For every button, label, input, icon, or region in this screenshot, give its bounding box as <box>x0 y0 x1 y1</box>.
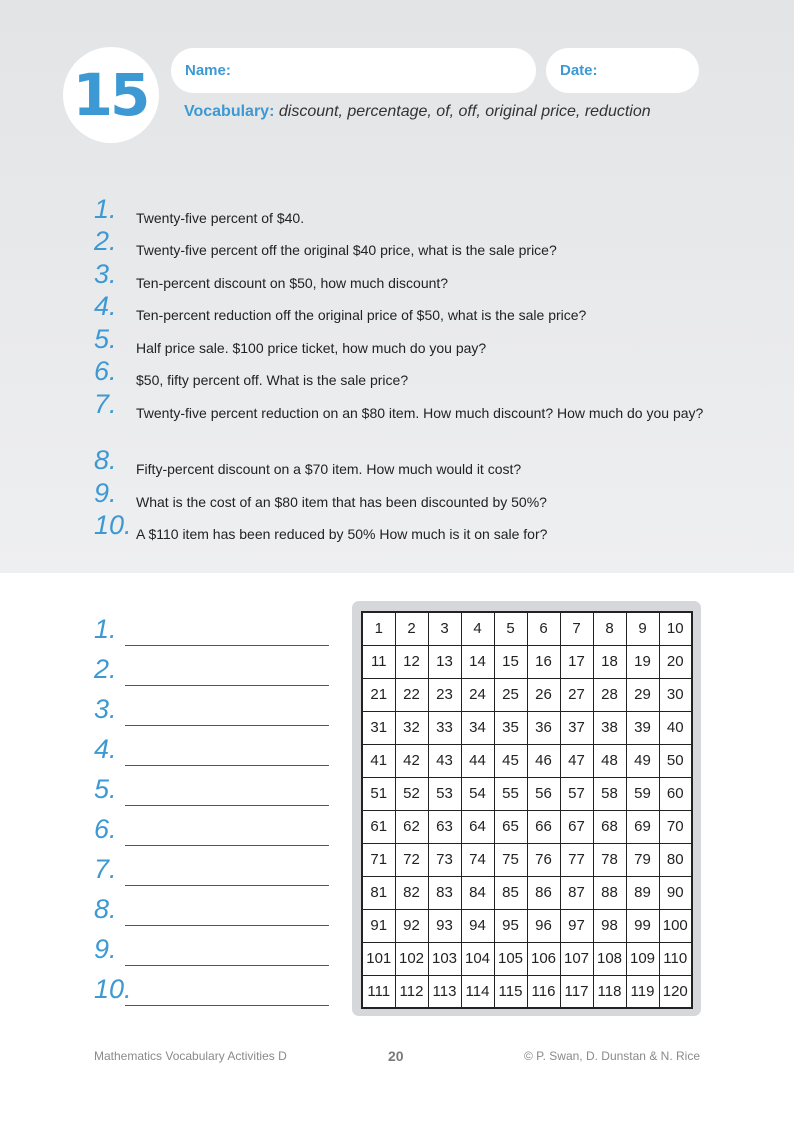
grid-cell: 47 <box>560 744 593 777</box>
question-number: 10. <box>94 510 132 540</box>
grid-cell: 22 <box>395 678 428 711</box>
grid-cell: 65 <box>494 810 527 843</box>
grid-cell: 59 <box>626 777 659 810</box>
grid-cell: 112 <box>395 975 428 1008</box>
grid-cell: 114 <box>461 975 494 1008</box>
grid-cell: 13 <box>428 645 461 678</box>
grid-cell: 50 <box>659 744 692 777</box>
question-text: Ten-percent discount on $50, how much discount? <box>136 275 449 291</box>
grid-cell: 102 <box>395 942 428 975</box>
answer-line[interactable] <box>125 685 329 686</box>
grid-cell: 26 <box>527 678 560 711</box>
answer-row <box>94 694 334 734</box>
grid-cell: 24 <box>461 678 494 711</box>
answer-line[interactable] <box>125 805 329 806</box>
grid-cell: 88 <box>593 876 626 909</box>
question-text: What is the cost of an $80 item that has been discounted by 50%? <box>136 494 547 510</box>
grid-row <box>362 645 692 678</box>
grid-cell: 49 <box>626 744 659 777</box>
grid-cell: 109 <box>626 942 659 975</box>
vocabulary-words: discount, percentage, of, off, original price, reduction <box>278 103 651 120</box>
grid-cell: 60 <box>659 777 692 810</box>
grid-cell: 73 <box>428 843 461 876</box>
grid-cell: 113 <box>428 975 461 1008</box>
answer-line[interactable] <box>125 725 329 726</box>
vocabulary-line <box>184 103 651 121</box>
answer-line[interactable] <box>125 845 329 846</box>
grid-cell: 7 <box>560 612 593 645</box>
grid-cell: 2 <box>395 612 428 645</box>
answer-row <box>94 614 334 654</box>
vocabulary-label: Vocabulary: <box>184 103 275 120</box>
number-grid-panel <box>352 601 701 1016</box>
question-text: Fifty-percent discount on a $70 item. How much would it cost? <box>136 461 522 477</box>
grid-cell: 93 <box>428 909 461 942</box>
grid-cell: 80 <box>659 843 692 876</box>
answer-row <box>94 654 334 694</box>
grid-cell: 92 <box>395 909 428 942</box>
answer-line[interactable] <box>125 885 329 886</box>
grid-cell: 96 <box>527 909 560 942</box>
grid-cell: 120 <box>659 975 692 1008</box>
grid-cell: 70 <box>659 810 692 843</box>
grid-cell: 5 <box>494 612 527 645</box>
grid-cell: 115 <box>494 975 527 1008</box>
grid-cell: 54 <box>461 777 494 810</box>
grid-cell: 69 <box>626 810 659 843</box>
grid-cell: 19 <box>626 645 659 678</box>
answer-number: 9. <box>94 934 117 964</box>
grid-cell: 78 <box>593 843 626 876</box>
grid-cell: 75 <box>494 843 527 876</box>
grid-row <box>362 612 692 645</box>
grid-cell: 37 <box>560 711 593 744</box>
grid-cell: 116 <box>527 975 560 1008</box>
grid-cell: 85 <box>494 876 527 909</box>
grid-cell: 4 <box>461 612 494 645</box>
grid-cell: 36 <box>527 711 560 744</box>
answer-line[interactable] <box>125 645 329 646</box>
question-text: Twenty-five percent off the original $40 price, what is the sale price? <box>136 242 557 258</box>
answer-row <box>94 854 334 894</box>
grid-cell: 71 <box>362 843 395 876</box>
grid-row <box>362 744 692 777</box>
grid-cell: 82 <box>395 876 428 909</box>
grid-cell: 90 <box>659 876 692 909</box>
grid-cell: 53 <box>428 777 461 810</box>
question-text: A $110 item has been reduced by 50% How much is it on sale for? <box>136 526 548 542</box>
grid-cell: 10 <box>659 612 692 645</box>
grid-cell: 58 <box>593 777 626 810</box>
grid-cell: 106 <box>527 942 560 975</box>
book-title: Mathematics Vocabulary Activities D <box>94 1049 287 1063</box>
grid-cell: 107 <box>560 942 593 975</box>
question-number: 2. <box>94 226 117 256</box>
answer-number: 10. <box>94 974 132 1004</box>
grid-row <box>362 942 692 975</box>
answer-line[interactable] <box>125 765 329 766</box>
grid-cell: 11 <box>362 645 395 678</box>
answer-row <box>94 774 334 814</box>
question-text: $50, fifty percent off. What is the sale price? <box>136 372 409 388</box>
grid-cell: 23 <box>428 678 461 711</box>
grid-cell: 46 <box>527 744 560 777</box>
grid-cell: 79 <box>626 843 659 876</box>
grid-cell: 84 <box>461 876 494 909</box>
question-number: 1. <box>94 194 117 224</box>
grid-cell: 31 <box>362 711 395 744</box>
grid-cell: 105 <box>494 942 527 975</box>
grid-cell: 12 <box>395 645 428 678</box>
question-text: Half price sale. $100 price ticket, how much do you pay? <box>136 340 487 356</box>
copyright: © P. Swan, D. Dunstan & N. Rice <box>523 1049 700 1063</box>
grid-row <box>362 777 692 810</box>
grid-cell: 104 <box>461 942 494 975</box>
page-footer <box>94 1049 700 1067</box>
grid-cell: 51 <box>362 777 395 810</box>
answer-number: 3. <box>94 694 117 724</box>
grid-cell: 18 <box>593 645 626 678</box>
question-number: 4. <box>94 291 117 321</box>
activity-number-badge <box>63 47 159 143</box>
grid-cell: 14 <box>461 645 494 678</box>
page-number: 20 <box>388 1048 404 1064</box>
grid-cell: 44 <box>461 744 494 777</box>
grid-cell: 111 <box>362 975 395 1008</box>
grid-cell: 57 <box>560 777 593 810</box>
question-number: 8. <box>94 445 117 475</box>
grid-cell: 27 <box>560 678 593 711</box>
grid-cell: 72 <box>395 843 428 876</box>
answer-number: 6. <box>94 814 117 844</box>
answer-number: 8. <box>94 894 117 924</box>
question-text: Ten-percent reduction off the original price of $50, what is the sale price? <box>136 307 587 323</box>
number-grid <box>361 611 693 1009</box>
answer-line[interactable] <box>125 1005 329 1006</box>
grid-cell: 94 <box>461 909 494 942</box>
grid-cell: 77 <box>560 843 593 876</box>
answer-row <box>94 894 334 934</box>
answer-line[interactable] <box>125 925 329 926</box>
answer-row <box>94 814 334 854</box>
grid-cell: 108 <box>593 942 626 975</box>
grid-row <box>362 810 692 843</box>
grid-cell: 16 <box>527 645 560 678</box>
grid-cell: 34 <box>461 711 494 744</box>
grid-cell: 81 <box>362 876 395 909</box>
grid-cell: 28 <box>593 678 626 711</box>
answer-number: 7. <box>94 854 117 884</box>
date-label: Date: <box>560 62 598 79</box>
grid-cell: 32 <box>395 711 428 744</box>
grid-cell: 87 <box>560 876 593 909</box>
grid-cell: 6 <box>527 612 560 645</box>
grid-cell: 20 <box>659 645 692 678</box>
grid-cell: 40 <box>659 711 692 744</box>
question-number: 5. <box>94 324 117 354</box>
grid-cell: 35 <box>494 711 527 744</box>
grid-cell: 89 <box>626 876 659 909</box>
grid-cell: 67 <box>560 810 593 843</box>
grid-row <box>362 843 692 876</box>
grid-cell: 25 <box>494 678 527 711</box>
grid-cell: 103 <box>428 942 461 975</box>
question-text: Twenty-five percent reduction on an $80 item. How much discount? How much do you pay? <box>136 405 704 421</box>
grid-cell: 66 <box>527 810 560 843</box>
grid-cell: 86 <box>527 876 560 909</box>
grid-cell: 45 <box>494 744 527 777</box>
grid-cell: 91 <box>362 909 395 942</box>
grid-cell: 55 <box>494 777 527 810</box>
grid-cell: 30 <box>659 678 692 711</box>
grid-cell: 52 <box>395 777 428 810</box>
grid-row <box>362 678 692 711</box>
grid-cell: 38 <box>593 711 626 744</box>
name-label: Name: <box>185 62 231 79</box>
grid-row <box>362 909 692 942</box>
grid-cell: 39 <box>626 711 659 744</box>
grid-cell: 97 <box>560 909 593 942</box>
answer-number: 4. <box>94 734 117 764</box>
grid-cell: 101 <box>362 942 395 975</box>
answer-line[interactable] <box>125 965 329 966</box>
question-number: 6. <box>94 356 117 386</box>
grid-cell: 118 <box>593 975 626 1008</box>
grid-cell: 21 <box>362 678 395 711</box>
grid-cell: 98 <box>593 909 626 942</box>
question-number: 7. <box>94 389 117 419</box>
grid-cell: 95 <box>494 909 527 942</box>
grid-cell: 17 <box>560 645 593 678</box>
grid-cell: 68 <box>593 810 626 843</box>
answer-row <box>94 934 334 974</box>
grid-row <box>362 711 692 744</box>
answer-number: 1. <box>94 614 117 644</box>
grid-cell: 3 <box>428 612 461 645</box>
name-field[interactable] <box>171 48 536 93</box>
grid-cell: 119 <box>626 975 659 1008</box>
answer-number: 5. <box>94 774 117 804</box>
date-field[interactable] <box>546 48 699 93</box>
grid-cell: 76 <box>527 843 560 876</box>
grid-cell: 43 <box>428 744 461 777</box>
grid-cell: 117 <box>560 975 593 1008</box>
grid-row <box>362 975 692 1008</box>
grid-cell: 74 <box>461 843 494 876</box>
answer-number: 2. <box>94 654 117 684</box>
grid-cell: 56 <box>527 777 560 810</box>
answer-row <box>94 974 334 1014</box>
grid-cell: 42 <box>395 744 428 777</box>
question-number: 9. <box>94 478 117 508</box>
grid-cell: 8 <box>593 612 626 645</box>
grid-row <box>362 876 692 909</box>
grid-cell: 61 <box>362 810 395 843</box>
grid-cell: 1 <box>362 612 395 645</box>
grid-cell: 33 <box>428 711 461 744</box>
grid-cell: 64 <box>461 810 494 843</box>
grid-cell: 99 <box>626 909 659 942</box>
grid-cell: 100 <box>659 909 692 942</box>
grid-cell: 9 <box>626 612 659 645</box>
question-text: Twenty-five percent of $40. <box>136 210 305 226</box>
grid-cell: 15 <box>494 645 527 678</box>
activity-number: 15 <box>72 61 148 129</box>
grid-cell: 62 <box>395 810 428 843</box>
grid-cell: 48 <box>593 744 626 777</box>
grid-cell: 29 <box>626 678 659 711</box>
grid-cell: 63 <box>428 810 461 843</box>
answer-row <box>94 734 334 774</box>
grid-cell: 83 <box>428 876 461 909</box>
grid-cell: 41 <box>362 744 395 777</box>
grid-cell: 110 <box>659 942 692 975</box>
question-number: 3. <box>94 259 117 289</box>
